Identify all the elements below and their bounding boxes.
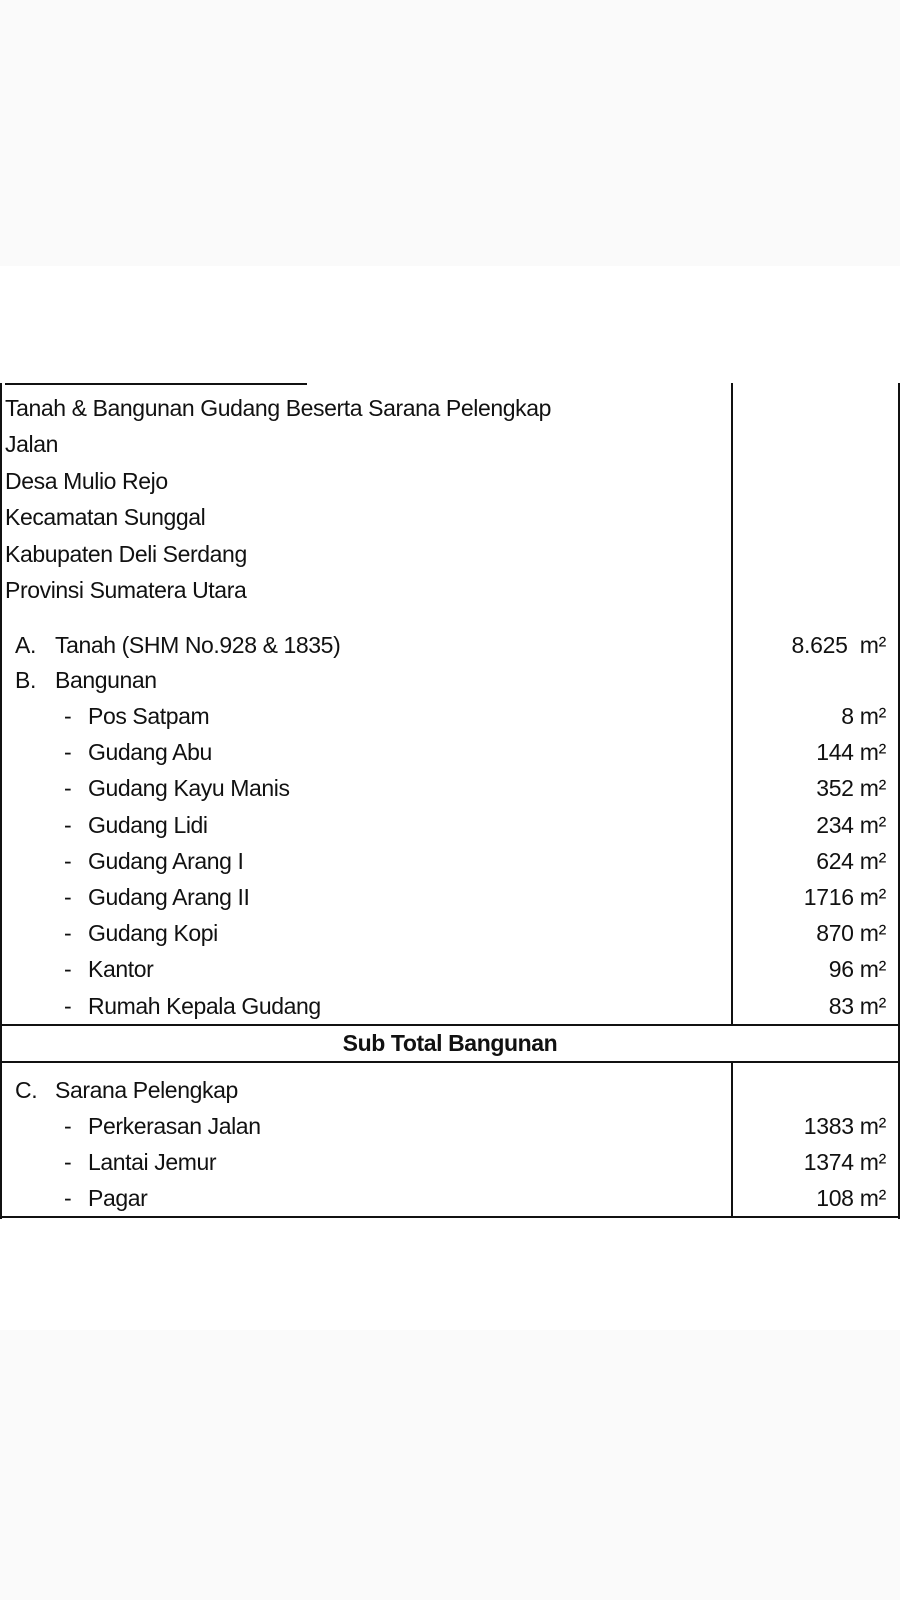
item-label: Gudang Kayu Manis xyxy=(88,775,290,802)
subtotal-label: Sub Total Bangunan xyxy=(342,1030,558,1056)
item-label: Kantor xyxy=(88,956,154,983)
item-label: Gudang Kopi xyxy=(88,920,218,947)
item-label: Perkerasan Jalan xyxy=(88,1113,261,1139)
item-value: 83 m² xyxy=(828,992,886,1019)
item-bullet: - xyxy=(64,956,72,983)
item-label: Gudang Arang I xyxy=(88,847,244,874)
item-bullet: - xyxy=(64,920,72,947)
row-rule xyxy=(0,1061,900,1063)
item-bullet: - xyxy=(64,1113,72,1139)
item-bullet: - xyxy=(64,847,72,874)
item-label: Gudang Arang II xyxy=(88,884,250,910)
column-divider-bottom xyxy=(731,1062,733,1218)
item-bullet: - xyxy=(64,992,72,1019)
top-rule xyxy=(5,383,307,385)
section-letter: C. xyxy=(15,1077,38,1103)
section-label: Sarana Pelengkap xyxy=(55,1077,238,1103)
header-line: Desa Mulio Rejo xyxy=(5,467,168,494)
item-label: Gudang Abu xyxy=(88,739,212,766)
column-divider-top xyxy=(731,383,733,1026)
item-value: 624 m² xyxy=(816,847,886,874)
section-letter: A. xyxy=(15,632,36,658)
item-label: Pos Satpam xyxy=(88,703,210,729)
item-label: Gudang Lidi xyxy=(88,811,208,838)
item-bullet: - xyxy=(64,775,72,802)
header-line: Tanah & Bangunan Gudang Beserta Sarana Pelengkap xyxy=(5,395,552,421)
item-value: 1383 m² xyxy=(803,1113,886,1139)
header-line: Jalan xyxy=(5,431,58,458)
area-value: 8.625 m² xyxy=(791,632,886,658)
item-label: Pagar xyxy=(88,1185,148,1211)
item-value: 96 m² xyxy=(828,956,886,983)
left-border xyxy=(0,383,2,1219)
item-value: 108 m² xyxy=(816,1185,886,1211)
section-label: Tanah (SHM No.928 & 1835) xyxy=(55,632,341,658)
section-label: Bangunan xyxy=(55,667,157,693)
item-value: 1374 m² xyxy=(803,1149,886,1175)
item-bullet: - xyxy=(64,811,72,838)
header-line: Kecamatan Sunggal xyxy=(5,504,206,531)
item-value: 8 m² xyxy=(841,703,886,729)
bottom-rule xyxy=(0,1216,900,1218)
item-value: 870 m² xyxy=(816,920,886,947)
item-value: 234 m² xyxy=(816,811,886,838)
item-label: Rumah Kepala Gudang xyxy=(88,992,321,1019)
item-value: 144 m² xyxy=(816,739,886,766)
section-letter: B. xyxy=(15,667,36,693)
item-bullet: - xyxy=(64,739,72,766)
item-bullet: - xyxy=(64,1149,72,1175)
row-rule xyxy=(0,1024,900,1026)
item-bullet: - xyxy=(64,703,72,729)
item-value: 352 m² xyxy=(816,775,886,802)
header-line: Kabupaten Deli Serdang xyxy=(5,540,247,567)
item-bullet: - xyxy=(64,884,72,910)
item-value: 1716 m² xyxy=(803,884,886,910)
item-bullet: - xyxy=(64,1185,72,1211)
item-label: Lantai Jemur xyxy=(88,1149,217,1175)
header-line: Provinsi Sumatera Utara xyxy=(5,577,247,603)
